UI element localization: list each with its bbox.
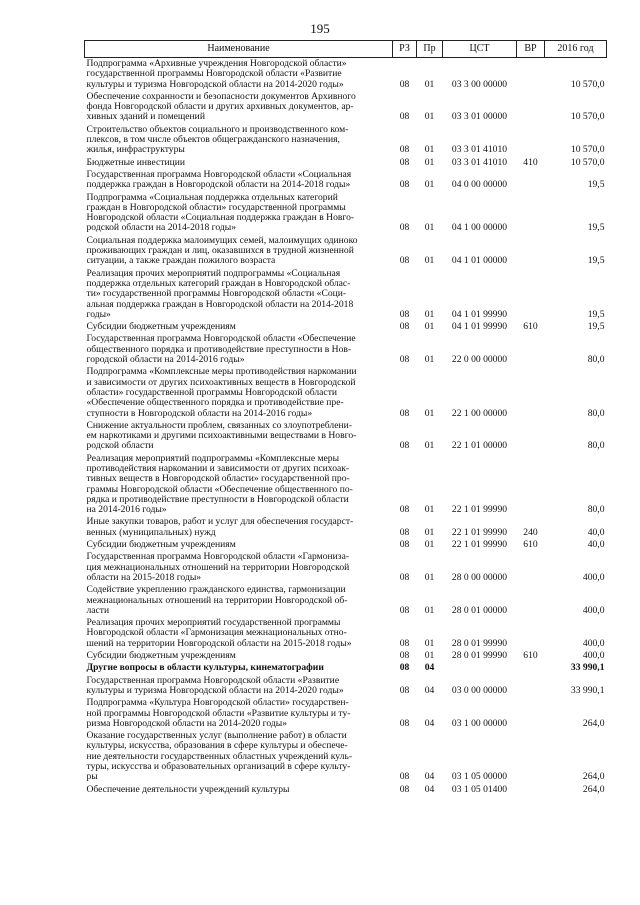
table-row	[85, 268, 607, 321]
row-vr	[517, 784, 545, 796]
row-name: Иные закупки товаров, работ и услуг для обеспечения государст- венных (муниципальных) нужд	[86, 516, 354, 538]
table-row	[85, 91, 607, 124]
table-body	[85, 58, 607, 796]
row-pr: 01	[424, 504, 435, 516]
table-row	[85, 58, 607, 91]
row-rz: 08	[399, 539, 410, 551]
row-pr: 01	[424, 255, 435, 267]
row-cst: 04 1 01 99990	[451, 308, 508, 320]
row-amount: 10 570,0	[570, 111, 605, 123]
row-pr: 01	[424, 222, 435, 234]
table-header-row	[85, 41, 607, 58]
table-row	[85, 157, 607, 169]
row-rz: 08	[399, 440, 410, 452]
row-vr: 610	[523, 321, 538, 333]
row-rz: 08	[399, 222, 410, 234]
row-amount: 80,0	[587, 354, 605, 366]
row-vr	[517, 662, 545, 674]
table-row	[85, 453, 607, 517]
row-rz: 08	[399, 662, 410, 674]
row-pr: 01	[424, 308, 435, 320]
page-number: 195	[310, 21, 330, 36]
row-pr: 04	[424, 771, 435, 783]
row-vr	[517, 551, 545, 584]
row-rz: 08	[399, 111, 410, 123]
budget-table	[84, 40, 607, 796]
row-cst: 03 1 00 00000	[451, 717, 508, 729]
row-amount: 19,5	[587, 222, 605, 234]
table-row	[85, 539, 607, 551]
row-cst: 22 1 00 00000	[451, 407, 508, 419]
row-rz: 08	[399, 308, 410, 320]
row-vr	[517, 366, 545, 419]
row-cst: 04 1 01 99990	[451, 321, 508, 333]
row-amount: 80,0	[587, 504, 605, 516]
table-row	[85, 420, 607, 453]
row-amount: 10 570,0	[570, 144, 605, 156]
row-cst: 28 0 01 00000	[451, 604, 508, 616]
row-amount: 400,0	[582, 604, 605, 616]
row-pr: 01	[424, 111, 435, 123]
row-cst	[443, 662, 517, 674]
row-name: Реализация прочих мероприятий подпрограммы «Социальная поддержка отдельных категорий граждан в Новгородской облас- ти» государственной программы Новгородской области «Соци- альная поддержка граждан в Новгородской области на 2014-2018 годы»	[86, 267, 354, 320]
row-cst: 04 0 00 00000	[451, 179, 508, 191]
row-vr	[517, 192, 545, 235]
row-pr: 01	[424, 179, 435, 191]
row-name: Государственная программа Новгородской области «Развитие культуры и туризма Новгородской области на 2014-2020 годы»	[86, 674, 344, 696]
row-name: Субсидии бюджетным учреждениям	[86, 321, 236, 333]
row-cst: 22 1 01 99990	[451, 504, 508, 516]
row-pr: 01	[424, 539, 435, 551]
row-rz: 08	[399, 504, 410, 516]
header-name: Наименование	[85, 41, 393, 58]
row-cst: 03 1 05 00000	[451, 771, 508, 783]
row-name: Государственная программа Новгородской области «Социальная поддержка граждан в Новгородской области на 2014-2018 годы»	[86, 168, 352, 191]
table-row	[85, 333, 607, 366]
row-vr	[517, 91, 545, 124]
row-amount: 400,0	[582, 650, 605, 662]
row-cst: 22 0 00 00000	[451, 354, 508, 366]
row-cst: 03 3 01 41010	[451, 144, 508, 156]
row-vr	[517, 58, 545, 91]
table-row	[85, 584, 607, 617]
row-pr: 01	[424, 354, 435, 366]
row-pr: 01	[424, 156, 435, 168]
row-pr: 01	[424, 78, 435, 90]
row-rz: 08	[399, 684, 410, 696]
row-pr: 04	[424, 783, 435, 795]
row-name: Бюджетные инвестиции	[86, 156, 185, 168]
row-vr	[517, 124, 545, 157]
row-rz: 08	[399, 321, 410, 333]
row-name: Реализация мероприятий подпрограммы «Комплексные меры противодействия наркомании и зависимости от других психоак- тивных веществ в Новгородской области» государственной про- граммы Новгородской области «Обеспечение общественного по- рядка и противодействие преступности в Новгородской области на 2014-2016 годы»	[86, 452, 353, 516]
row-cst: 22 1 01 99990	[451, 539, 508, 551]
row-pr: 01	[424, 526, 435, 538]
row-rz: 08	[399, 604, 410, 616]
table-row	[85, 516, 607, 539]
row-vr	[517, 584, 545, 617]
table-row	[85, 730, 607, 783]
header-cst: ЦСТ	[443, 41, 517, 58]
row-pr: 01	[424, 144, 435, 156]
row-cst: 04 1 01 00000	[451, 255, 508, 267]
row-vr	[517, 697, 545, 730]
row-rz: 08	[399, 637, 410, 649]
row-name: Реализация прочих мероприятий государственной программы Новгородской области «Гармонизация межнациональных отно- шений на территории Новгородской области на 2015-2018 годы»	[86, 617, 352, 649]
row-cst: 28 0 01 99990	[451, 650, 508, 662]
row-name: Государственная программа Новгородской области «Обеспечение общественного порядка и противодействие преступности в Нов- городской области на 2014-2016 годы»	[86, 333, 356, 366]
row-vr	[517, 617, 545, 650]
row-vr	[517, 675, 545, 698]
row-cst: 28 0 00 00000	[451, 571, 508, 583]
row-amount: 19,5	[587, 321, 605, 333]
row-name: Оказание государственных услуг (выполнение работ) в области культуры, искусства, образования в сфере культуры и обеспече- ние деятельности государственных областных учреждений куль- туры, искусства и образовательных организаций в сфере культу- ры	[86, 730, 353, 783]
row-vr	[517, 730, 545, 783]
header-year: 2016 год	[545, 41, 607, 58]
header-vr: ВР	[517, 41, 545, 58]
row-pr: 01	[424, 321, 435, 333]
row-cst: 03 3 00 00000	[451, 78, 508, 90]
row-amount: 80,0	[587, 440, 605, 452]
row-name: Содействие укреплению гражданского единства, гармонизации межнациональных отношений на территории Новгородской об- ласти	[86, 584, 348, 616]
row-vr	[517, 420, 545, 453]
row-rz: 08	[399, 354, 410, 366]
row-rz: 08	[399, 407, 410, 419]
row-vr: 240	[523, 526, 538, 538]
row-cst: 03 3 01 00000	[451, 111, 508, 123]
row-name: Государственная программа Новгородской области «Гармониза- ция межнациональных отношений на территории Новгородской области на 2015-2018 годы»	[86, 551, 350, 583]
row-amount: 264,0	[582, 783, 605, 795]
row-amount: 264,0	[582, 717, 605, 729]
row-pr: 01	[424, 650, 435, 662]
row-pr: 01	[424, 440, 435, 452]
row-cst: 03 1 05 01400	[451, 783, 508, 795]
row-rz: 08	[399, 771, 410, 783]
row-amount: 19,5	[587, 179, 605, 191]
row-name: Другие вопросы в области культуры, кинематографии	[86, 662, 324, 674]
row-name: Снижение актуальности проблем, связанных со злоупотреблени- ем наркотиками и другими психоактивными веществами в Новго- родской области	[86, 419, 357, 452]
row-rz: 08	[399, 255, 410, 267]
table-row	[85, 650, 607, 662]
row-rz: 08	[399, 717, 410, 729]
row-rz: 08	[399, 571, 410, 583]
row-cst: 28 0 01 99990	[451, 637, 508, 649]
row-cst: 03 0 00 00000	[451, 684, 508, 696]
table-row	[85, 784, 607, 796]
row-amount: 40,0	[587, 539, 605, 551]
row-cst: 22 1 01 99990	[451, 526, 508, 538]
table-row	[85, 617, 607, 650]
row-name: Обеспечение сохранности и безопасности документов Архивного фонда Новгородской области и других архивных документов, ар- хивных зданий и помещений	[86, 90, 356, 123]
table-row	[85, 124, 607, 157]
row-vr: 610	[523, 650, 538, 662]
table-row	[85, 169, 607, 192]
row-cst: 22 1 01 00000	[451, 440, 508, 452]
table-row	[85, 321, 607, 333]
row-pr: 01	[424, 637, 435, 649]
table-row	[85, 551, 607, 584]
row-rz: 08	[399, 144, 410, 156]
row-cst: 03 3 01 41010	[451, 156, 508, 168]
row-amount: 400,0	[582, 571, 605, 583]
row-pr: 01	[424, 571, 435, 583]
row-rz: 08	[399, 179, 410, 191]
row-pr: 01	[424, 604, 435, 616]
row-name: Подпрограмма «Комплексные меры противодействия наркомании и зависимости от других психоактивных веществ в Новгородской области» государственной программы Новгородской области «Обеспечение общественного порядка и противодействие пре- ступности в Новгородской области на 2014-2016 годы»	[86, 366, 357, 419]
row-cst: 04 1 00 00000	[451, 222, 508, 234]
row-amount: 19,5	[587, 308, 605, 320]
row-rz: 08	[399, 526, 410, 538]
row-amount: 80,0	[587, 407, 605, 419]
row-name: Субсидии бюджетным учреждениям	[86, 539, 236, 551]
table-row	[85, 192, 607, 235]
table-row	[85, 697, 607, 730]
table-row	[85, 662, 607, 674]
row-amount: 19,5	[587, 255, 605, 267]
row-rz: 08	[399, 783, 410, 795]
row-amount: 40,0	[587, 526, 605, 538]
row-pr: 04	[424, 662, 435, 674]
row-vr	[517, 333, 545, 366]
row-rz: 08	[399, 78, 410, 90]
row-amount: 264,0	[582, 771, 605, 783]
row-amount: 400,0	[582, 637, 605, 649]
table-row	[85, 235, 607, 268]
row-name: Подпрограмма «Культура Новгородской области» государствен- ной программы Новгородской области «Развитие культуры и ту- ризма Новгородской области на 2014-2020 годы»	[86, 697, 351, 729]
header-rz: РЗ	[393, 41, 417, 58]
header-pr: Пр	[417, 41, 443, 58]
row-name: Обеспечение деятельности учреждений культуры	[86, 783, 290, 795]
row-amount: 33 990,1	[570, 662, 605, 674]
row-amount: 33 990,1	[570, 684, 605, 696]
row-amount: 10 570,0	[570, 78, 605, 90]
row-rz: 08	[399, 156, 410, 168]
table-row	[85, 366, 607, 419]
row-name: Социальная поддержка малоимущих семей, малоимущих одиноко проживающих граждан и лиц, оказавшихся в трудной жизненной ситуации, а также граждан пожилого возраста	[86, 234, 358, 267]
row-vr	[517, 169, 545, 192]
row-vr	[517, 235, 545, 268]
row-vr	[517, 268, 545, 321]
row-name: Строительство объектов социального и производственного ком- плексов, в том числе объектов общегражданского назначения, жилья, инфраструктуры	[86, 123, 349, 156]
row-name: Подпрограмма «Социальная поддержка отдельных категорий граждан в Новгородской области» государственной программы Новгородской области «Социальная поддержка граждан в Новго- родской области на 2014-2018 годы»	[86, 191, 355, 234]
row-pr: 01	[424, 407, 435, 419]
row-name: Субсидии бюджетным учреждениям	[86, 650, 236, 662]
row-pr: 04	[424, 684, 435, 696]
row-rz: 08	[399, 650, 410, 662]
row-name: Подпрограмма «Архивные учреждения Новгородской области» государственной программы Новгородской области «Развитие культуры и туризма Новгородской области на 2014-2020 годы»	[86, 58, 347, 90]
row-vr: 610	[523, 539, 538, 551]
table-row	[85, 675, 607, 698]
row-amount: 10 570,0	[570, 156, 605, 168]
row-vr	[517, 453, 545, 517]
row-pr: 04	[424, 717, 435, 729]
row-vr: 410	[523, 156, 538, 168]
